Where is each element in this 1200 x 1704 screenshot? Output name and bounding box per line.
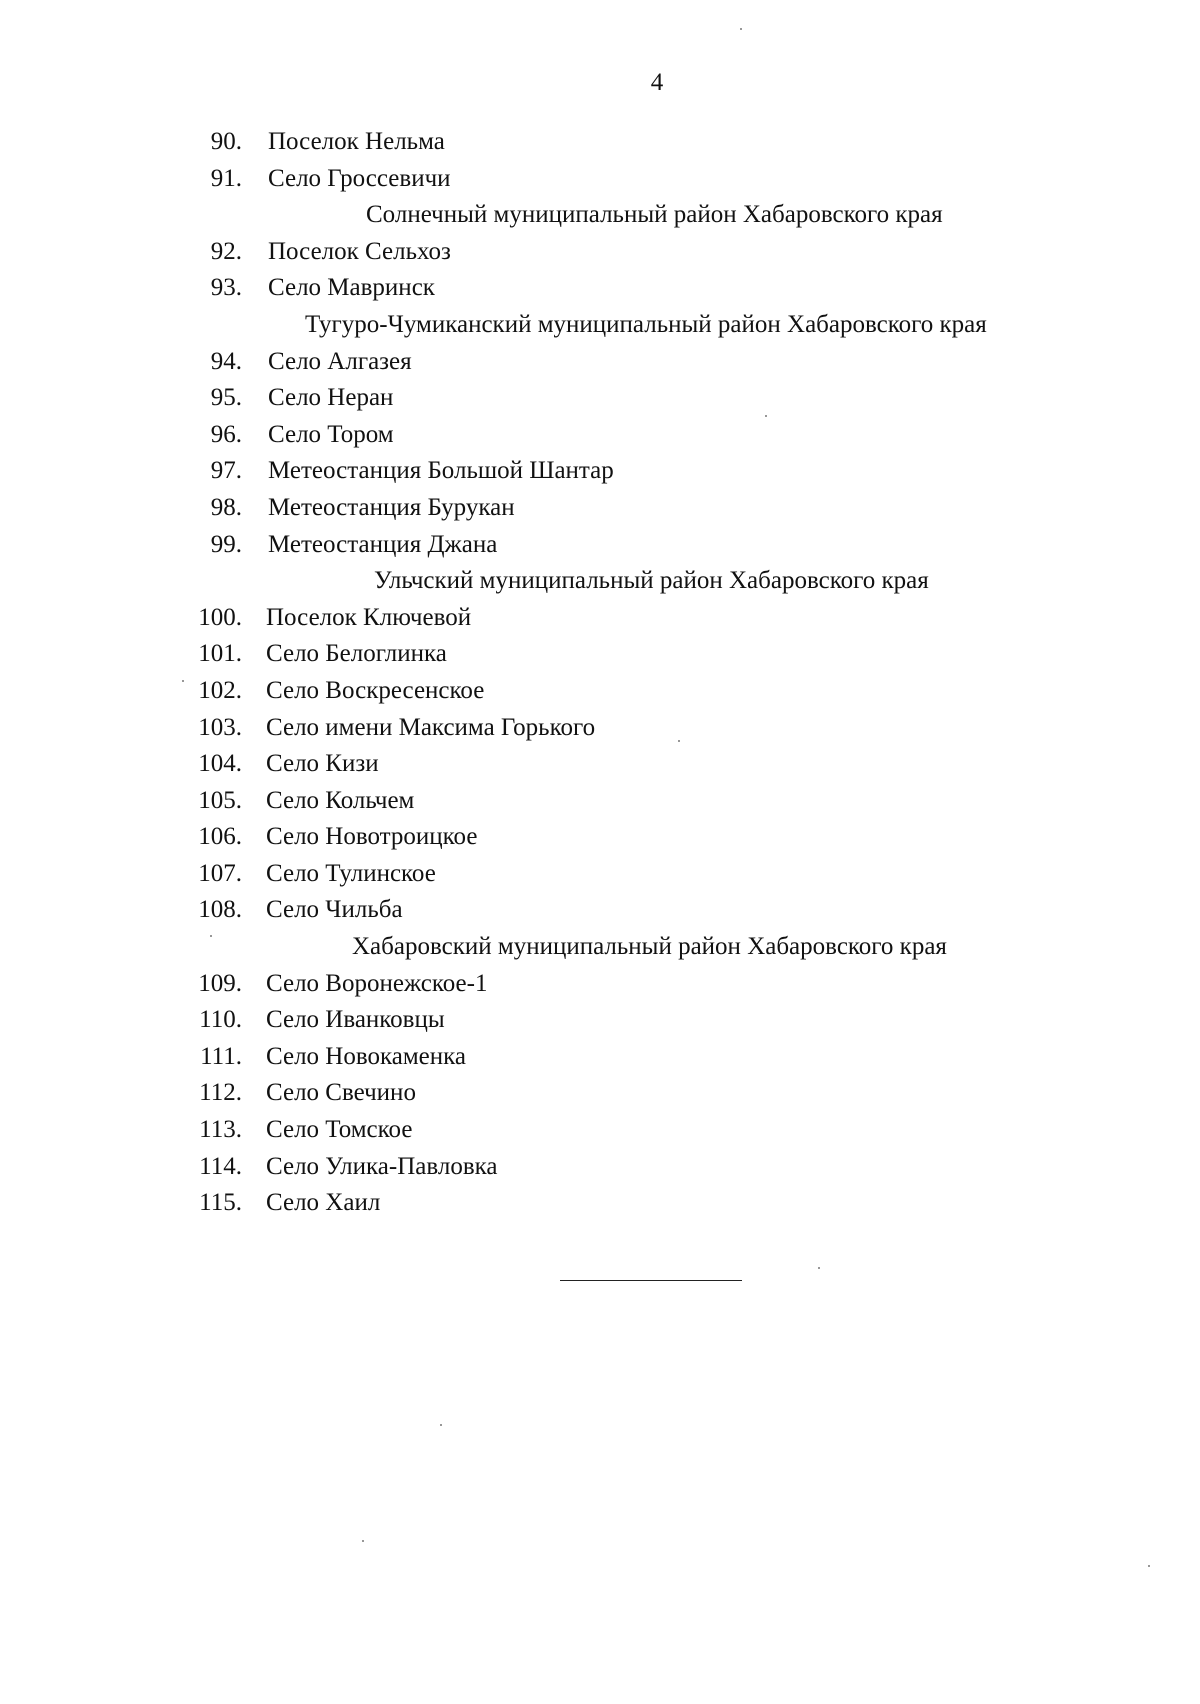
settlement-list [0,124,1200,1222]
list-item-name: Поселок Нельма [268,128,445,155]
list-item-number: 114. [199,1152,242,1180]
list-item-number: 112. [199,1079,242,1107]
list-item-number: 94. [210,347,242,375]
list-item [0,270,1200,307]
list-item-number: 111. [200,1042,242,1070]
list-item-number: 106. [198,823,242,851]
list-item-name: Метеостанция Джана [268,530,498,558]
list-item-number: 90. [210,128,242,155]
list-item-number: 95. [210,384,242,412]
scan-speck [740,28,742,30]
list-item-name: Село Иванковцы [266,1006,445,1034]
district-heading [0,197,1200,234]
list-item [0,892,1200,929]
list-item-number: 102. [198,676,242,704]
list-item-number: 109. [198,969,242,997]
list-item [0,380,1200,417]
list-item-name: Село Томское [266,1116,413,1144]
list-item-name: Село Новокаменка [266,1042,467,1070]
list-item-number: 93. [210,274,242,302]
list-item [0,819,1200,856]
list-item-name: Село Гроссевичи [268,164,451,192]
list-item-name: Село Улика-Павловка [266,1152,498,1180]
list-item [0,1112,1200,1149]
list-item [0,1002,1200,1039]
list-item-number: 101. [198,640,242,668]
list-item-number: 104. [198,750,242,778]
district-heading-text: Тугуро-Чумиканский муниципальный район Хабаровского края [305,310,987,338]
scan-speck [765,415,767,417]
list-item-name: Поселок Сельхоз [268,237,451,265]
list-item [0,600,1200,637]
list-item [0,1185,1200,1222]
district-heading-text: Ульчский муниципальный район Хабаровского края [374,567,929,595]
scan-speck [678,740,680,742]
list-item [0,344,1200,381]
list-item [0,124,1200,161]
list-item [0,636,1200,673]
list-item [0,856,1200,893]
list-item [0,783,1200,820]
list-item [0,746,1200,783]
list-item-name: Село имени Максима Горького [266,713,596,741]
list-item [0,490,1200,527]
district-heading-text: Солнечный муниципальный район Хабаровского края [366,201,943,229]
list-item-number: 92. [210,237,242,265]
list-item-name: Село Кизи [266,750,379,778]
list-item [0,1149,1200,1186]
list-item-name: Село Белоглинка [266,640,447,668]
list-item [0,710,1200,747]
list-item-number: 110. [199,1006,242,1034]
list-item-name: Село Мавринск [268,274,435,302]
list-item-name: Село Кольчем [266,786,415,814]
list-item-name: Село Алгазея [268,347,412,375]
list-item [0,673,1200,710]
list-item [0,527,1200,564]
list-item-name: Метеостанция Бурукан [268,493,515,521]
list-item-name: Село Новотроицкое [266,823,478,851]
list-item-number: 96. [210,420,242,448]
list-item-name: Село Свечино [266,1079,416,1107]
list-item-name: Метеостанция Большой Шантар [268,457,614,485]
list-item-number: 98. [210,493,242,521]
list-item [0,1075,1200,1112]
list-item-name: Село Воскресенское [266,676,485,704]
list-item [0,1039,1200,1076]
list-item [0,234,1200,271]
list-item-name: Село Хаил [266,1189,381,1217]
list-item-number: 100. [198,603,242,631]
list-item-number: 103. [198,713,242,741]
district-heading [0,929,1200,966]
list-item-number: 99. [210,530,242,558]
list-item-name: Село Воронежское-1 [266,969,488,997]
list-item [0,453,1200,490]
scan-speck [1148,1565,1150,1567]
scan-speck [210,935,212,937]
list-item-name: Село Тором [268,420,394,448]
page-number: 4 [650,69,664,96]
list-item [0,161,1200,198]
scan-speck [818,1267,820,1269]
list-item-name: Село Тулинское [266,859,436,887]
list-item-number: 97. [210,457,242,485]
list-item [0,417,1200,454]
list-item-number: 107. [198,859,242,887]
scan-speck [182,680,184,682]
list-item-number: 115. [199,1189,242,1217]
district-heading [0,563,1200,600]
district-heading-text: Хабаровский муниципальный район Хабаровского края [352,933,947,961]
list-item-number: 91. [210,164,242,192]
list-item-name: Село Чильба [266,896,403,924]
list-item-number: 105. [198,786,242,814]
list-item [0,966,1200,1003]
end-rule [560,1280,742,1281]
list-item-number: 113. [199,1116,242,1144]
scan-speck [362,1540,364,1542]
list-item-name: Поселок Ключевой [266,603,472,631]
scan-speck [440,1424,442,1426]
list-item-number: 108. [198,896,242,924]
list-item-name: Село Неран [268,384,394,412]
district-heading [0,307,1200,344]
